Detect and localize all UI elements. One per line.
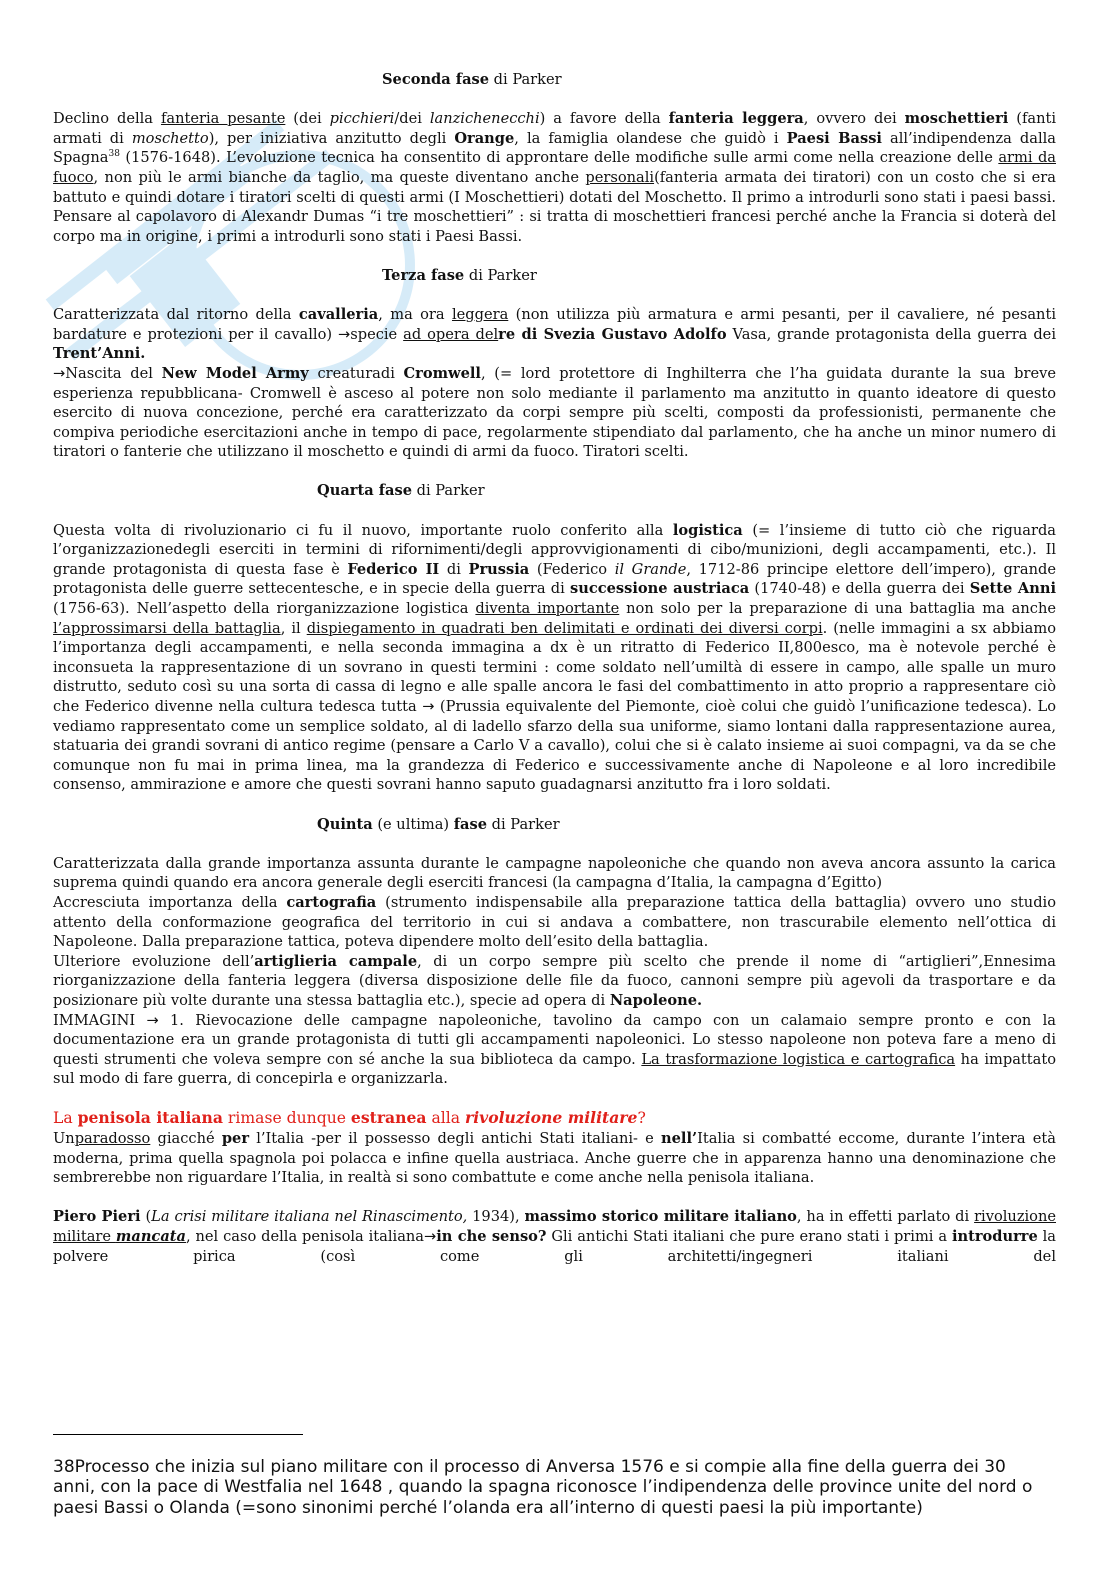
text: (fanteria armata dei tiratori) con un costo che si era battuto e quindi dotare i tiratori scelti di questi armi (I Moschettieri) dotati del Moschetto. Il primo a introdurli sono stati i paesi bassi. Pensare al capolavoro di Alexandr Dumas “i tre moschettieri” : si tratta di moschettieri francesi perché anche la Francia si doterà del corpo ma in origine, i primi a introdurli sono stati i Paesi Bassi. xyxy=(53,168,1056,245)
text: Declino della xyxy=(53,110,161,128)
text: La xyxy=(53,1109,78,1128)
text: non solo per la preparazione di una battaglia ma anche xyxy=(619,600,1056,618)
heading-rest: di Parker xyxy=(464,266,537,284)
arrow-right-icon: → xyxy=(338,325,351,343)
arrow-right-icon: → xyxy=(422,698,435,715)
spacer xyxy=(53,246,1056,266)
heading-rest: di Parker xyxy=(487,815,560,833)
underlined-text: paradosso xyxy=(74,1130,151,1148)
bold-text: penisola italiana xyxy=(77,1108,223,1128)
heading-bold: fase xyxy=(453,815,488,833)
document-body xyxy=(53,70,1056,1266)
text: , ovvero dei xyxy=(803,110,905,128)
text: , ma ora xyxy=(378,306,452,324)
heading-bold: Quarta fase xyxy=(317,482,412,500)
text: ), per iniziativa anzitutto degli xyxy=(208,129,455,147)
text: 1. Rievocazione delle campagne napoleoniche, tavolino da campo con un calamaio sempre pronto e con la documentazione era un grande protagonista di tutti gli accampamenti napoleonici. Lo stesso napoleone non poteva fare a meno di questi strumenti che voleva sempre con sé anche la sua biblioteca da campo. xyxy=(53,1011,1056,1068)
paragraph-artiglieria xyxy=(53,952,1056,1011)
text: (dei xyxy=(285,110,330,128)
heading-quinta-fase xyxy=(53,815,1056,835)
text: , (= lord protettore di Inghilterra che l’ha guidata durante la sua breve esperienza repubblicana- Cromwell è asceso al potere non solo mediante il parlamento ma anzitutto in quanto ideatore di questo esercito di nuova concezione, perché era caratterizzato da corpi sempre più scelti, composti da professionisti, permanente che compiva periodiche esercitazioni anche in tempo di pace, regolarmente stipendiato dal parlamento, che ha anche un minor numero di tiratori o fanterie che utilizzano il moschetto e quindi di armi da fuoco. Tiratori scelti. xyxy=(53,364,1056,461)
arrow-right-icon: → xyxy=(424,1228,437,1246)
bold-text: Prussia xyxy=(468,560,530,578)
text: ha impattato sul modo di fare guerra, di concepirla e organizzarla. xyxy=(53,1050,1056,1088)
text: , nel caso della penisola italiana xyxy=(185,1228,424,1246)
bold-text: cartografia xyxy=(286,893,377,911)
text: Nascita del xyxy=(65,364,162,382)
text: (= l’insieme di tutto ciò che riguarda l’organizzazionedegli eserciti in termini di rifornimenti/degli approvvigionamenti di cibo/munizioni, degli accampamenti, etc.). Il grande protagonista di questa fase è xyxy=(53,521,1056,578)
bold-text: Cromwell xyxy=(403,364,481,382)
bold-text: Sette Anni xyxy=(969,580,1057,598)
bold-text: re di Svezia Gustavo Adolfo xyxy=(498,325,727,343)
italic-text: picchieri xyxy=(329,110,395,128)
text: Vasa, grande protagonista della guerra dei xyxy=(726,325,1056,343)
heading-terza-fase xyxy=(53,266,1056,286)
text: Un xyxy=(53,1130,75,1148)
text: , ha in effetti parlato di xyxy=(796,1208,975,1226)
text: . (nelle immagini a sx abbiamo l’importanza degli accampamenti, e nella seconda immagina a dx è un ritratto di Federico II,800esco, ma è notevole perché è inconsueta la rappresentazione di un sovrano in questi termini : come soldato nell’umiltà di essere in campo, alle spalle un muro distrutto, seduto così su una sorta di cassa di legno e alle spalle ancora le fasi del combattimento in atto proprio a rappresentare ciò che Federico divenne nella cultura tedesca tutta xyxy=(53,619,1056,715)
text: Accresciuta importanza della xyxy=(53,893,287,911)
italic-text: il Grande xyxy=(614,560,687,578)
spacer xyxy=(53,286,1056,306)
text: , il xyxy=(280,619,307,637)
bold-text: estranea xyxy=(350,1108,427,1128)
text: Gli antichi Stati italiani che pure erano stati i primi a xyxy=(546,1228,952,1246)
arrow-right-icon: → xyxy=(53,364,66,382)
heading-bold: Seconda fase xyxy=(382,71,490,88)
spacer xyxy=(53,90,1056,110)
section-question xyxy=(53,1108,1056,1129)
italic-text: lanzichenecchi xyxy=(429,110,540,128)
spacer xyxy=(53,834,1056,854)
bold-text: Paesi Bassi xyxy=(786,129,882,147)
text: Italia si combatté eccome, durante l’intera età moderna, prima quella spagnola poi polacca e infine quella austriaca. Anche guerre che in apparenza hanno una denominazione che sembrerebbe non riguardare l’Italia, in realtà si sono combattute e come anche nella penisola italiana. xyxy=(53,1130,1056,1187)
underlined-text: fanteria pesante xyxy=(160,110,286,128)
italic-text: moschetto xyxy=(131,129,209,147)
underlined-text: armi da fuoco xyxy=(53,149,1057,186)
paragraph-seconda-fase xyxy=(53,109,1056,246)
bold-text: fanteria leggera xyxy=(668,110,804,128)
heading-rest: (e ultima) xyxy=(372,815,454,833)
arrow-right-icon: → xyxy=(146,1011,159,1029)
spacer xyxy=(53,1089,1056,1109)
spacer xyxy=(53,501,1056,521)
text: , 1712-86 principe elettore dell’impero), grande protagonista delle guerre settecentesche, e in specie della guerra di xyxy=(53,560,1056,598)
bold-italic-underlined-text: mancata xyxy=(115,1228,186,1246)
bold-text: Orange xyxy=(454,129,515,147)
underlined-text: ad opera del xyxy=(403,325,499,343)
footnote-38: 38Processo che inizia sul piano militare con il processo di Anversa 1576 e si compie alla fine della guerra dei 30 anni, con la pace di Westfalia nel 1648 , quando la spagna riconosce l’indipendenza delle province unite del nord o paesi Bassi o Olanda (=sono sinonimi perché l’olanda era all’interno di questi paesi la più importante) xyxy=(53,1457,1033,1518)
underlined-text: dispiegamento in quadrati ben delimitati e ordinati dei diversi corpi xyxy=(306,619,823,637)
italic-text: La crisi militare italiana nel Rinascimento, xyxy=(151,1208,468,1226)
bold-italic-text: rivoluzione militare xyxy=(465,1108,638,1128)
underlined-text: leggera xyxy=(451,306,509,324)
paragraph-cartografia xyxy=(53,893,1056,952)
text: l’Italia -per il possesso degli antichi Stati italiani- e xyxy=(249,1130,661,1148)
heading-rest: di Parker xyxy=(489,71,562,88)
spacer xyxy=(53,795,1056,815)
text: , di un corpo sempre più scelto che prende il nome di “artiglieri”,Ennesima riorganizzazione della fanteria leggera (diversa disposizione delle file da fuoco, cannoni sempre più agevoli da trasportare e da posizionare più volte durante una stessa battaglia etc.), specie ad opera di xyxy=(53,952,1056,1009)
text: di xyxy=(439,560,469,578)
bold-text: Trent’Anni. xyxy=(53,345,146,363)
bold-text: Piero Pieri xyxy=(53,1208,141,1226)
text: 1934), xyxy=(467,1208,525,1226)
footnote-separator xyxy=(53,1434,303,1435)
footnote-reference[interactable]: 38 xyxy=(108,149,120,160)
bold-text: cavalleria xyxy=(298,306,379,324)
bold-text: Federico II xyxy=(347,560,440,578)
paragraph-pieri xyxy=(53,1207,1056,1266)
text: /dei xyxy=(394,110,430,128)
bold-text: moschettieri xyxy=(904,110,1009,128)
paragraph-quinta-intro: Caratterizzata dalla grande importanza assunta durante le campagne napoleoniche che quando non aveva ancora assunto la carica suprema quindi quando era ancora generale degli eserciti francesi (la campagna d’Italia, la campagna d’Egitto) xyxy=(53,854,1056,892)
bold-text: New Model Army xyxy=(161,364,309,382)
spacer xyxy=(53,462,1056,482)
text: ( xyxy=(140,1208,152,1226)
bold-text: Napoleone. xyxy=(609,991,703,1009)
text: (fanti armati di xyxy=(53,110,1057,147)
bold-text: nell’ xyxy=(661,1130,698,1148)
bold-text: successione austriaca xyxy=(570,580,750,598)
text: ) a favore della xyxy=(539,110,669,128)
text: (Federico xyxy=(529,560,615,578)
text: (1740-48) e della guerra dei xyxy=(749,580,970,598)
text: rimase dunque xyxy=(222,1109,351,1128)
text: (1756-63). Nell’aspetto della riorganizzazione logistica xyxy=(53,600,476,618)
heading-bold: Quinta xyxy=(317,815,373,833)
text: all’indipendenza dalla Spagna xyxy=(53,129,1056,167)
bold-text: per xyxy=(221,1130,250,1148)
heading-bold: Terza fase xyxy=(382,266,465,284)
underlined-text: La trasformazione logistica e cartografica xyxy=(641,1050,956,1068)
heading-quarta-fase xyxy=(53,481,1056,501)
text: (strumento indispensabile alla preparazione tattica della battaglia) ovvero uno studio attento della conformazione geografica del territorio in cui si andava a combattere, non trascurabile elemento nell’ottica di Napoleone. Dalla preparazione tattica, poteva dipendere molto dell’esito della battaglia. xyxy=(53,893,1056,951)
bold-text: logistica xyxy=(672,521,743,539)
underlined-text: personali xyxy=(585,168,655,186)
bold-text: in che senso? xyxy=(436,1228,547,1246)
heading-seconda-fase xyxy=(53,70,1056,90)
text: (Prussia equivalente del Piemonte, cioè colui che guidò l’unificazione tedesca). Lo vediamo rappresentato come un semplice soldato, al di ladello sfarzo della sua uniforme, siamo lontani dalla rappresentazione aurea, statuaria dei grandi sovrani di antico regime (pensare a Carlo V a cavallo), colui che si è calato insieme ai suoi compagni, va da se che comunque non fu mai in prima linea, ma la grandezza di Federico e successivamente anche di Napoleone e al loro incredibile consenso, ammirazione e amore che questi sovrani hanno saputo guadagnarsi anzitutto fra i loro soldati. xyxy=(53,698,1056,794)
paragraph-paradosso xyxy=(53,1129,1056,1188)
text: (non utilizza più armatura e armi pesanti, per il cavaliere, né pesanti bardature e protezioni per il cavallo) xyxy=(53,306,1056,343)
text: la polvere pirica (così come gli architetti/ingegneri italiani del xyxy=(53,1228,1056,1265)
text: giacché xyxy=(150,1130,222,1148)
paragraph-terza-fase xyxy=(53,305,1056,462)
text: , non più le armi bianche da taglio, ma queste diventano anche xyxy=(93,168,586,186)
bold-text: massimo storico militare italiano xyxy=(524,1208,797,1226)
text: Caratterizzata dal ritorno della xyxy=(53,306,299,324)
bold-text: introdurre xyxy=(951,1228,1038,1246)
text: (1576-1648). L’evoluzione tecnica ha consentito di approntare delle modifiche sulle armi come nella creazione delle xyxy=(119,149,999,167)
paragraph-quarta-fase xyxy=(53,521,1056,795)
text: alla xyxy=(426,1109,465,1128)
text: specie xyxy=(350,325,404,343)
text: ? xyxy=(637,1109,646,1128)
text: Questa volta di rivoluzionario ci fu il nuovo, importante ruolo conferito alla xyxy=(53,521,673,539)
text: Ulteriore evoluzione dell’ xyxy=(53,952,255,970)
bold-text: artiglieria campale xyxy=(254,952,418,970)
spacer xyxy=(53,1188,1056,1208)
text: , la famiglia olandese che guidò i xyxy=(514,129,787,147)
underlined-text: rivoluzione militare xyxy=(53,1208,1056,1246)
heading-rest: di Parker xyxy=(411,482,485,500)
text: creaturadi xyxy=(308,364,404,382)
underlined-text: diventa importante xyxy=(475,600,620,618)
underlined-text: l’approssimarsi della battaglia xyxy=(53,619,281,637)
paragraph-immagini xyxy=(53,1011,1056,1089)
text: IMMAGINI xyxy=(53,1011,147,1029)
